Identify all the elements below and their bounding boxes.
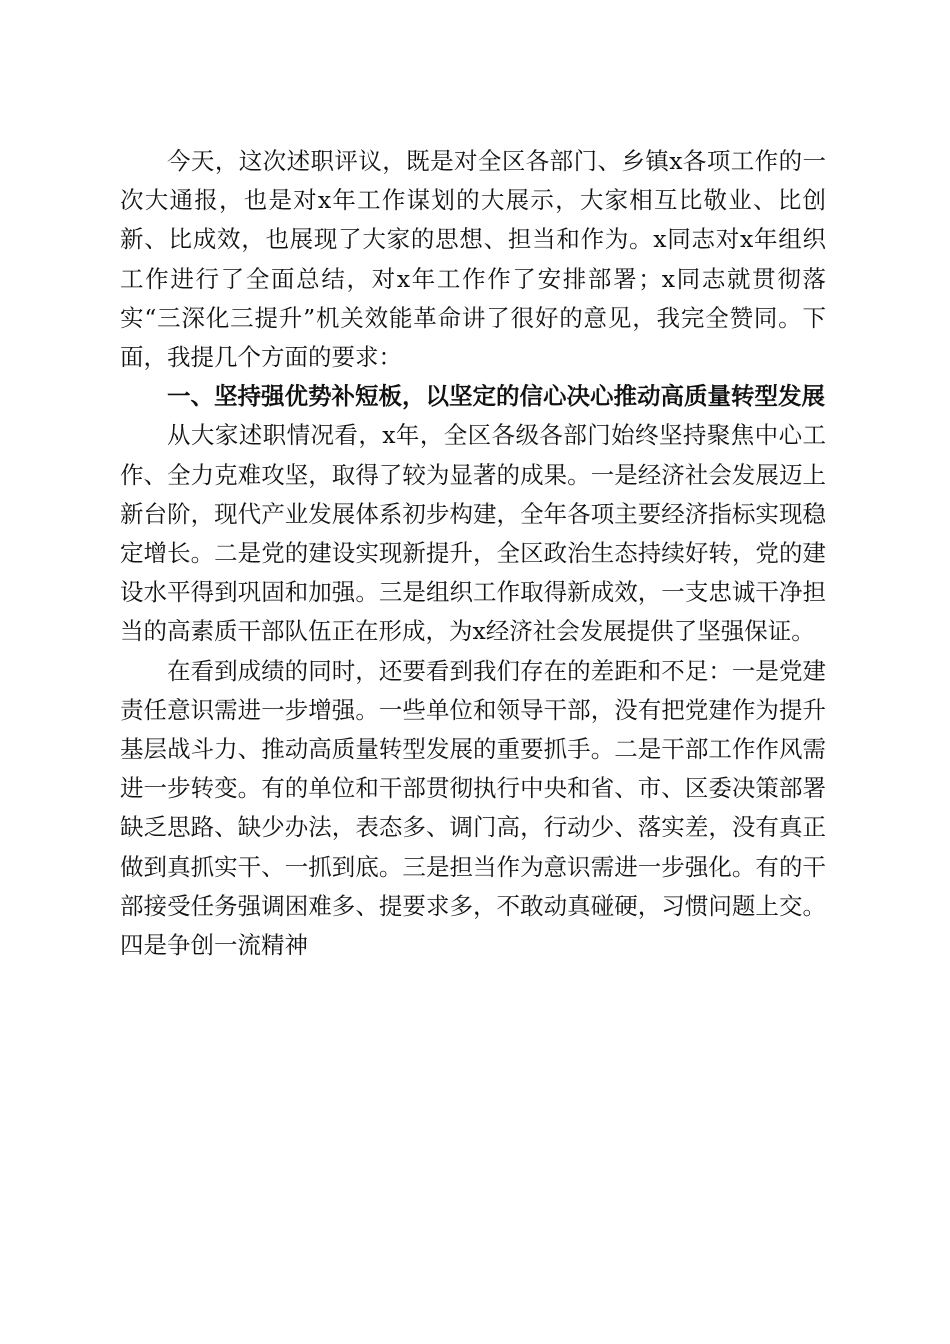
achievements-paragraph: 从大家述职情况看，x年，全区各级各部门始终坚持聚焦中心工作、全力克难攻坚，取得了较为显著的成果。一是经济社会发展迈上新台阶，现代产业发展体系初步构建，全年各项主要经济指标实现稳定增长。二是党的建设实现新提升，全区政治生态持续好转，党的建设水平得到巩固和加强。三是组织工作取得新成效，一支忠诚干净担当的高素质干部队伍正在形成，为x经济社会发展提供了坚强保证。 [120, 421, 826, 646]
shortcomings-paragraph: 在看到成绩的同时，还要看到我们存在的差距和不足：一是党建责任意识需进一步增强。一些单位和领导干部，没有把党建作为提升基层战斗力、推动高质量转型发展的重要抓手。二是干部工作作风需进一步转变。有的单位和干部贯彻执行中央和省、市、区委决策部署缺乏思路、缺少办法，表态多、调门高，行动少、落实差，没有真正做到真抓实干、一抓到底。三是担当作为意识需进一步强化。有的干部接受任务强调困难多、提要求多，不敢动真碰硬，习惯问题上交。四是争创一流精神 [120, 656, 826, 960]
document-page [120, 142, 826, 965]
intro-paragraph: 今天，这次述职评议，既是对全区各部门、乡镇x各项工作的一次大通报，也是对x年工作谋划的大展示，大家相互比敬业、比创新、比成效，也展现了大家的思想、担当和作为。x同志对x年组织工作进行了全面总结，对x年工作作了安排部署；x同志就贯彻落实“三深化三提升”机关效能革命讲了很好的意见，我完全赞同。下面，我提几个方面的要求： [120, 147, 826, 372]
section-heading-1: 一、坚持强优势补短板，以坚定的信心决心推动高质量转型发展 [167, 382, 825, 411]
